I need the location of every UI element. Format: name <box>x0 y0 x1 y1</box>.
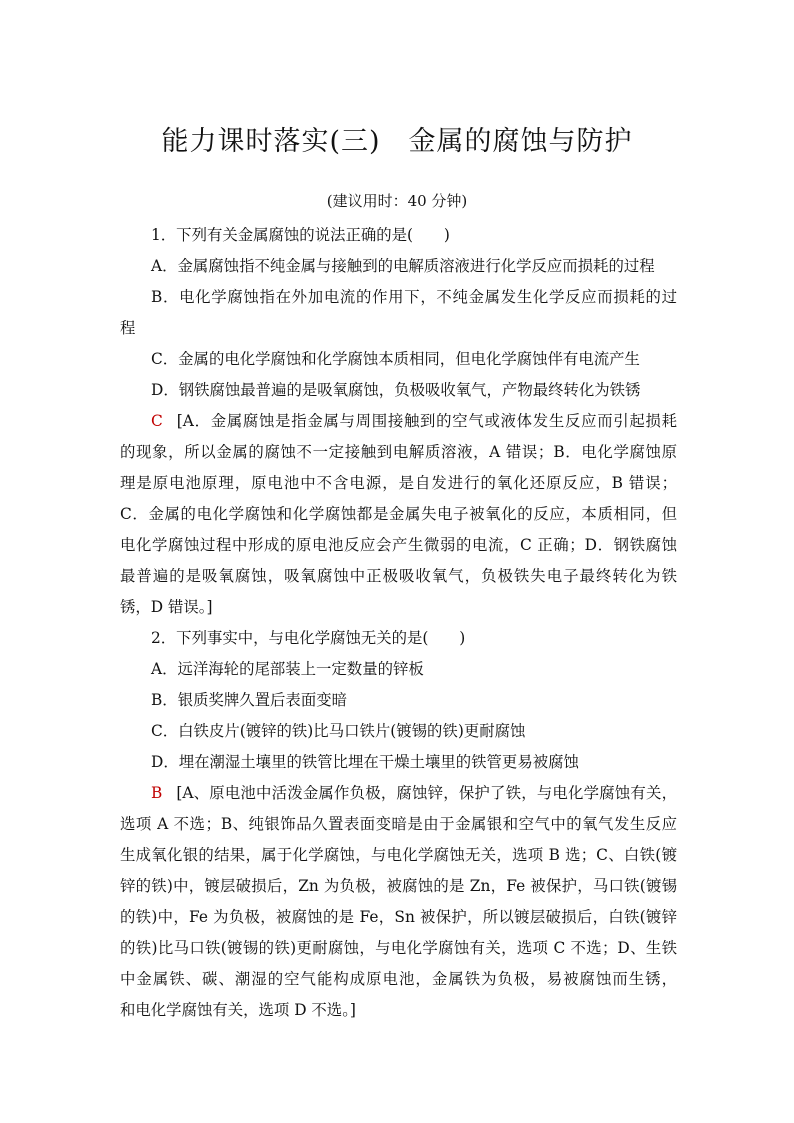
question-2-explanation-line-4: 锌的铁)中，镀层破损后，Zn 为负极，被腐蚀的是 Zn，Fe 被保护，马口铁(镀锡 <box>120 877 677 895</box>
suggested-time: (建议用时：40 分钟) <box>326 192 468 210</box>
question-2-explanation-line-3: 生成氧化银的结果，属于化学腐蚀，与电化学腐蚀无关，选项 B 选；C、白铁(镀 <box>120 846 677 864</box>
question-1-explanation-line-7: 锈，D 错误。] <box>120 598 213 616</box>
question-2-option-d: D．埋在潮湿土壤里的铁管比埋在干燥土壤里的铁管更易被腐蚀 <box>151 753 579 771</box>
question-1-answer: C <box>151 412 163 430</box>
question-1-option-a: A．金属腐蚀指不纯金属与接触到的电解质溶液进行化学反应而损耗的过程 <box>151 257 655 275</box>
question-body <box>120 220 677 1026</box>
question-1-explanation-line-6: 最普遍的是吸氧腐蚀，吸氧腐蚀中正极吸收氧气，负极铁失电子最终转化为铁 <box>120 567 677 585</box>
question-2-answer-line <box>120 778 677 809</box>
question-2-explanation-line-5: 的铁)中，Fe 为负极，被腐蚀的是 Fe，Sn 被保护，所以镀层破损后，白铁(镀锌 <box>120 908 677 926</box>
question-1-explanation-line-3: 理是原电池原理，原电池中不含电源，是自发进行的氧化还原反应，B 错误； <box>120 474 677 492</box>
question-2-explanation-line-7: 中金属铁、碳、潮湿的空气能构成原电池，金属铁为负极，易被腐蚀而生锈， <box>120 970 677 988</box>
question-2-explanation-line-6: 的铁)比马口铁(镀锡的铁)更耐腐蚀，与电化学腐蚀有关，选项 C 不选；D、生铁 <box>120 939 677 957</box>
page-title: 能力课时落实(三) 金属的腐蚀与防护 <box>161 126 633 157</box>
question-2-stem: 2．下列事实中，与电化学腐蚀无关的是( ) <box>151 629 466 647</box>
question-1-option-c: C．金属的电化学腐蚀和化学腐蚀本质相同，但电化学腐蚀伴有电流产生 <box>151 350 640 368</box>
question-1-explanation-line-1: [A．金属腐蚀是指金属与周围接触到的空气或液体发生反应而引起损耗 <box>176 412 677 430</box>
question-1-explanation-line-5: 电化学腐蚀过程中形成的原电池反应会产生微弱的电流，C 正确；D．钢铁腐蚀 <box>120 536 677 554</box>
question-2-explanation-line-8: 和电化学腐蚀有关，选项 D 不选。] <box>120 1001 356 1019</box>
question-2-explanation-line-2: 选项 A 不选；B、纯银饰品久置表面变暗是由于金属银和空气中的氧气发生反应 <box>120 815 677 833</box>
question-2-option-a: A．远洋海轮的尾部装上一定数量的锌板 <box>151 660 424 678</box>
question-1-stem: 1．下列有关金属腐蚀的说法正确的是( ) <box>151 226 450 244</box>
question-2-option-c: C．白铁皮片(镀锌的铁)比马口铁片(镀锡的铁)更耐腐蚀 <box>151 722 526 740</box>
question-2-explanation-line-1: [A、原电池中活泼金属作负极，腐蚀锌，保护了铁，与电化学腐蚀有关， <box>176 784 677 802</box>
question-1-answer-line <box>120 406 677 437</box>
question-2-answer: B <box>151 784 163 802</box>
question-1-explanation-line-4: C．金属的电化学腐蚀和化学腐蚀都是金属失电子被氧化的反应，本质相同，但 <box>120 505 677 523</box>
question-1-option-d: D．钢铁腐蚀最普遍的是吸氧腐蚀，负极吸收氧气，产物最终转化为铁锈 <box>151 381 641 399</box>
question-2-option-b: B．银质奖牌久置后表面变暗 <box>151 691 347 709</box>
question-1-explanation-line-2: 的现象，所以金属的腐蚀不一定接触到电解质溶液，A 错误；B．电化学腐蚀原 <box>120 443 677 461</box>
question-1-option-b-line-2: 程 <box>120 319 136 337</box>
question-1-option-b-line-1: B．电化学腐蚀指在外加电流的作用下，不纯金属发生化学反应而损耗的过 <box>151 288 677 306</box>
